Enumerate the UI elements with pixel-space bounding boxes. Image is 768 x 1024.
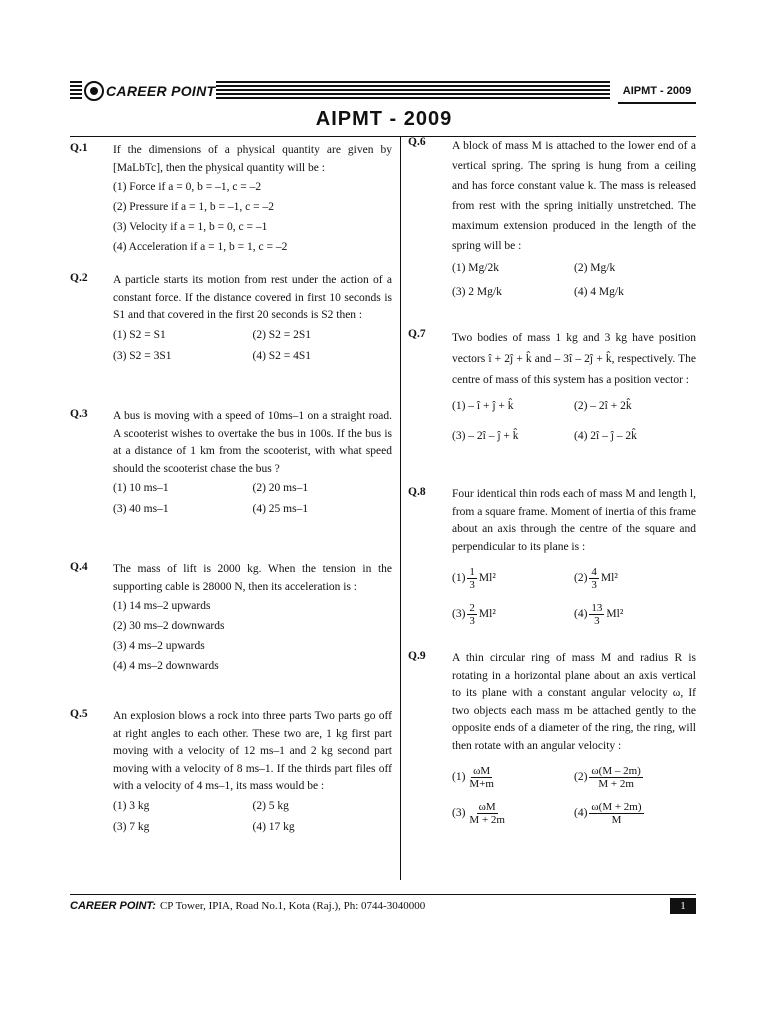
page-header bbox=[70, 78, 696, 104]
option-2: (2) $\frac{4}{3}$ Ml² bbox=[574, 565, 618, 591]
option-1: (1) – î + ĵ + k̂ bbox=[452, 400, 514, 412]
option-1: (1) S2 = S1 bbox=[113, 328, 166, 341]
option-1: (1) $\frac{1}{3}$ Ml² bbox=[452, 565, 496, 591]
question-text: A particle starts its motion from rest under the action of a constant force. If the distance covered in first 10 seconds is S1 and that covered in the first 20 seconds is S2 then : bbox=[113, 274, 392, 321]
question-number: Q.7 bbox=[408, 328, 426, 340]
options-grid bbox=[452, 560, 696, 632]
option-2: (2) Mg/k bbox=[574, 262, 616, 274]
question-text: A bus is moving with a speed of 10ms–1 on a straight road. A scooterist wishes to overtake the bus in 100s. If the bus is at a distance of 1 km from the scooterist, with what speed should the scooterist chase the bus ? bbox=[113, 410, 392, 475]
option-4: (4) Acceleration if a = 1, b = 1, c = –2 bbox=[113, 241, 288, 253]
footer-divider bbox=[70, 894, 696, 895]
question-number: Q.4 bbox=[70, 561, 88, 573]
option-3: (3) 2 Mg/k bbox=[452, 286, 502, 298]
option-2: (2) Pressure if a = 1, b = –1, c = –2 bbox=[113, 201, 274, 213]
option-1: (1) Force if a = 0, b = –1, c = –2 bbox=[113, 181, 262, 193]
option-4: (4) $\frac{\omega(M + 2m)}{M}$ bbox=[574, 800, 642, 826]
question-text: A thin circular ring of mass M and radius R is rotating in a horizontal plane about an axis vertical to its plane with a constant angular velocity ω, If two objects each mass m be attached gently to the opposite ends of a diameter of the ring, the ring, will then rotate with an angular velocity : bbox=[452, 652, 696, 752]
vector-b: – 3î – 2ĵ + k̂ bbox=[554, 353, 612, 365]
options-grid bbox=[452, 759, 696, 831]
option-4: (4) 2î – ĵ – 2k̂ bbox=[574, 430, 637, 442]
vector-a: î + 2ĵ + k̂ bbox=[488, 353, 532, 365]
question-number: Q.5 bbox=[70, 708, 88, 720]
option-1: (1) 10 ms–1 bbox=[113, 482, 169, 494]
logo-emblem-icon bbox=[84, 81, 104, 101]
option-3: (3) $\frac{2}{3}$ Ml² bbox=[452, 601, 496, 627]
option-4: (4) $\frac{13}{3}$ Ml² bbox=[574, 601, 624, 627]
brand-name: CAREER POINT bbox=[106, 83, 216, 99]
option-3: (3) 4 ms–2 upwards bbox=[113, 640, 205, 652]
option-2: (2) $\frac{\omega(M - 2m)}{M + 2m}$ bbox=[574, 764, 641, 790]
header-underline bbox=[618, 102, 696, 104]
page-footer bbox=[70, 898, 696, 914]
option-4: (4) 17 kg bbox=[252, 820, 295, 833]
footer-address: CP Tower, IPIA, Road No.1, Kota (Raj.), Ph: 0744-3040000 bbox=[159, 900, 426, 912]
page-title: AIPMT - 2009 bbox=[315, 108, 453, 130]
question-number: Q.6 bbox=[408, 136, 426, 148]
question-text: Two bodies of mass 1 kg and 3 kg have position vectors î + 2ĵ + k̂ and – 3î – 2ĵ + k̂, respectively. The centre of mass of this system has a position vector : bbox=[452, 332, 697, 386]
question-text: Four identical thin rods each of mass M and length l, from a square frame. Moment of inertia of this frame about an axis through the centre of the square and perpendicular to its plane is : bbox=[452, 488, 696, 553]
options-grid bbox=[113, 325, 392, 367]
option-3: (3) $\frac{\omega M}{M + 2m}$ bbox=[452, 800, 505, 826]
options-grid bbox=[452, 256, 696, 304]
question-text: The mass of lift is 2000 kg. When the tension in the supporting cable is 28000 N, then its acceleration is : bbox=[113, 563, 392, 593]
option-1: (1) 14 ms–2 upwards bbox=[113, 600, 211, 612]
option-1: (1) Mg/2k bbox=[452, 262, 499, 274]
option-3: (3) S2 = 3S1 bbox=[113, 349, 172, 362]
options-grid bbox=[113, 478, 392, 520]
option-3: (3) Velocity if a = 1, b = 0, c = –1 bbox=[113, 221, 268, 233]
question-text: A block of mass M is attached to the lower end of a vertical spring. The spring is hung from a ceiling and has force constant value k. The mass is released from rest with the spring initially unstretched. The maximum extension produced in the length of the spring will be : bbox=[452, 140, 696, 252]
page-number: 1 bbox=[670, 898, 696, 914]
option-2: (2) 5 kg bbox=[252, 799, 289, 812]
header-exam-label: AIPMT - 2009 bbox=[622, 85, 692, 97]
header-stripes bbox=[216, 81, 610, 101]
option-2: (2) 20 ms–1 bbox=[252, 482, 309, 494]
options-grid bbox=[113, 796, 392, 838]
options-grid bbox=[452, 391, 696, 451]
footer-brand: CAREER POINT: bbox=[70, 900, 156, 912]
question-number: Q.2 bbox=[70, 272, 88, 284]
option-2: (2) – 2î + 2k̂ bbox=[574, 400, 632, 412]
question-number: Q.9 bbox=[408, 650, 426, 662]
option-1: (1) $\frac{\omega M}{M+m}$ bbox=[452, 764, 494, 790]
logo-bars-icon bbox=[70, 81, 82, 101]
question-number: Q.8 bbox=[408, 486, 426, 498]
question-text: If the dimensions of a physical quantity are given by [MaLbTc], then the physical quantity will be : bbox=[113, 144, 392, 174]
brand-logo bbox=[70, 78, 215, 104]
option-4: (4) 25 ms–1 bbox=[252, 503, 309, 515]
option-4: (4) 4 Mg/k bbox=[574, 286, 624, 298]
option-1: (1) 3 kg bbox=[113, 799, 150, 812]
option-3: (3) 40 ms–1 bbox=[113, 503, 169, 515]
option-4: (4) 4 ms–2 downwards bbox=[113, 660, 219, 672]
question-number: Q.1 bbox=[70, 142, 88, 154]
option-4: (4) S2 = 4S1 bbox=[252, 349, 312, 362]
column-divider bbox=[400, 136, 401, 880]
option-3: (3) 7 kg bbox=[113, 820, 150, 833]
option-2: (2) 30 ms–2 downwards bbox=[113, 620, 225, 632]
question-text: An explosion blows a rock into three parts Two parts go off at right angles to each other. These two are, 1 kg first part moving with a velocity of 12 ms–1 and 2 kg second part moving with a velocity of 8 ms–1. If the thirds part files off with a velocity of 4 ms–1, its mass would be : bbox=[113, 710, 392, 792]
option-3: (3) – 2î – ĵ + k̂ bbox=[452, 430, 519, 442]
question-number: Q.3 bbox=[70, 408, 88, 420]
option-2: (2) S2 = 2S1 bbox=[252, 328, 312, 341]
